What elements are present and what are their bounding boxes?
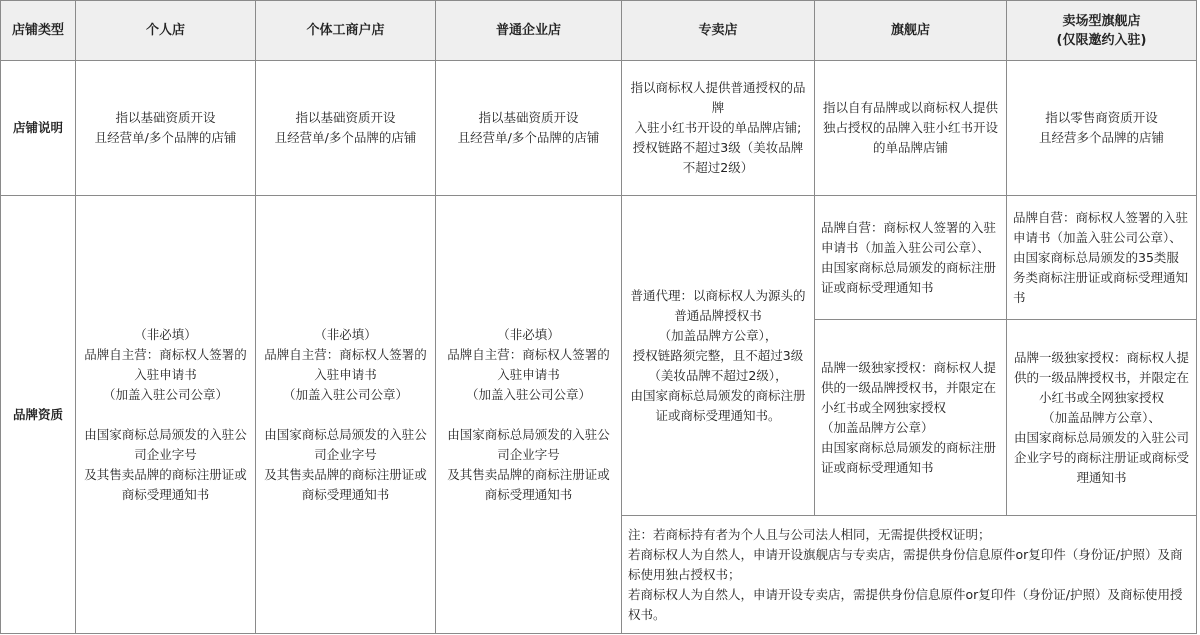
desc-personal: 指以基础资质开设 且经营单/多个品牌的店铺 — [76, 61, 256, 196]
brand-mall-self: 品牌自营：商标权人签署的入驻申请书（加盖入驻公司公章）、由国家商标总局颁发的35类服务类商标注册证或商标受理通知书 — [1007, 196, 1197, 320]
row-label-description: 店铺说明 — [1, 61, 76, 196]
header-mall-flagship-store: 卖场型旗舰店 (仅限邀约入驻) — [1007, 1, 1197, 61]
desc-specialty: 指以商标权人提供普通授权的品牌 入驻小红书开设的单品牌店铺; 授权链路不超过3级（美妆品牌不超过2级） — [622, 61, 815, 196]
brand-specialty: 普通代理：以商标权人为源头的普通品牌授权书 （加盖品牌方公章）， 授权链路须完整，且不超过3级（美妆品牌不超过2级）， 由国家商标总局颁发的商标注册证或商标受理通知书。 — [622, 196, 815, 516]
brand-enterprise: （非必填） 品牌自主营：商标权人签署的入驻申请书 （加盖入驻公司公章） 由国家商标总局颁发的入驻公司企业字号 及其售卖品牌的商标注册证或商标受理通知书 — [436, 196, 622, 634]
brand-note: 注：若商标持有者为个人且与公司法人相同，无需提供授权证明； 若商标权人为自然人，申请开设旗舰店与专卖店，需提供身份信息原件or复印件（身份证/护照）及商标使用独占授权书； 若商标权人为自然人，申请开设专卖店，需提供身份信息原件or复印件（身份证/护照）及商标使用授权书。 — [622, 516, 1197, 634]
header-row — [1, 1, 1197, 61]
brand-personal: （非必填） 品牌自主营：商标权人签署的入驻申请书 （加盖入驻公司公章） 由国家商标总局颁发的入驻公司企业字号 及其售卖品牌的商标注册证或商标受理通知书 — [76, 196, 256, 634]
header-store-type: 店铺类型 — [1, 1, 76, 61]
brand-flagship-exclusive: 品牌一级独家授权：商标权人提供的一级品牌授权书，并限定在小红书或全网独家授权 （加盖品牌方公章） 由国家商标总局颁发的商标注册证或商标受理通知书 — [815, 320, 1007, 516]
desc-mall: 指以零售商资质开设 且经营多个品牌的店铺 — [1007, 61, 1197, 196]
brand-individual: （非必填） 品牌自主营：商标权人签署的入驻申请书 （加盖入驻公司公章） 由国家商标总局颁发的入驻公司企业字号 及其售卖品牌的商标注册证或商标受理通知书 — [256, 196, 436, 634]
brand-mall-exclusive: 品牌一级独家授权：商标权人提供的一级品牌授权书，并限定在小红书或全网独家授权 （加盖品牌方公章）、 由国家商标总局颁发的入驻公司企业字号的商标注册证或商标受理通知书 — [1007, 320, 1197, 516]
desc-individual: 指以基础资质开设 且经营单/多个品牌的店铺 — [256, 61, 436, 196]
store-description-row — [1, 61, 1197, 196]
header-personal-store: 个人店 — [76, 1, 256, 61]
desc-enterprise: 指以基础资质开设 且经营单/多个品牌的店铺 — [436, 61, 622, 196]
header-specialty-store: 专卖店 — [622, 1, 815, 61]
header-flagship-store: 旗舰店 — [815, 1, 1007, 61]
brand-flagship-self: 品牌自营：商标权人签署的入驻申请书（加盖入驻公司公章）、 由国家商标总局颁发的商标注册证或商标受理通知书 — [815, 196, 1007, 320]
header-individual-business-store: 个体工商户店 — [256, 1, 436, 61]
brand-qualification-row — [1, 196, 1197, 320]
header-enterprise-store: 普通企业店 — [436, 1, 622, 61]
desc-flagship: 指以自有品牌或以商标权人提供独占授权的品牌入驻小红书开设的单品牌店铺 — [815, 61, 1007, 196]
row-label-brand-qualification: 品牌资质 — [1, 196, 76, 634]
